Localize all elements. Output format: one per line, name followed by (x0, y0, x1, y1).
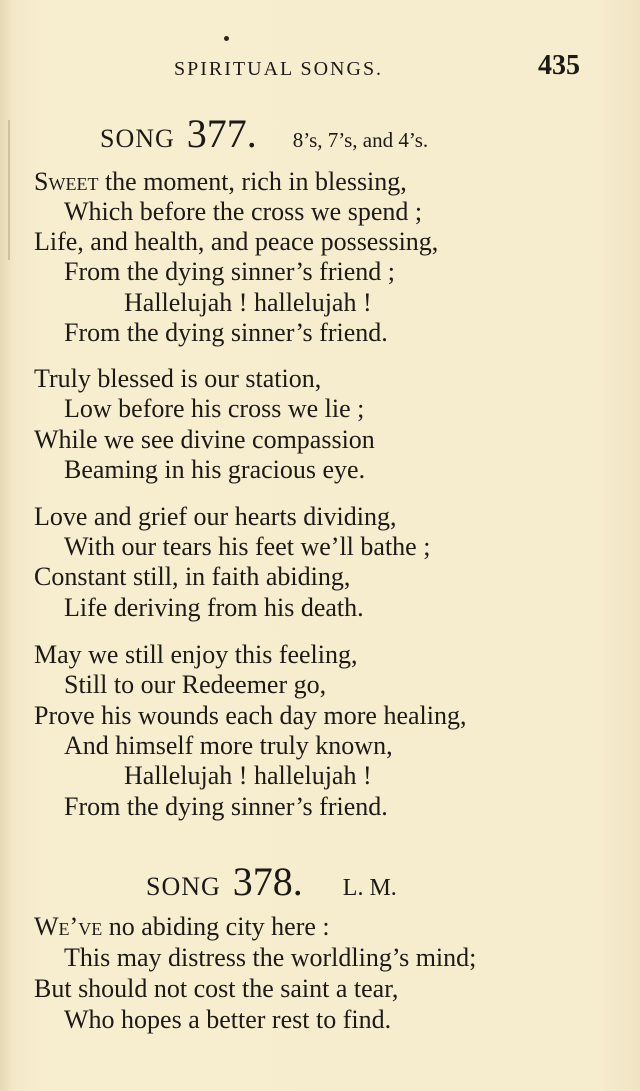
song-378-heading (146, 858, 397, 905)
verse-line: Life, and health, and peace possessing, (34, 227, 439, 256)
verse-line: From the dying sinner’s friend. (64, 318, 388, 347)
song-377-heading (100, 110, 428, 157)
song-meter: L. M. (342, 875, 397, 901)
gutter-shadow (8, 120, 10, 260)
verse-line: While we see divine compassion (34, 425, 375, 454)
verse-line: Still to our Redeemer go, (64, 670, 327, 699)
first-word: We’ve (34, 912, 103, 941)
first-word: Sweet (34, 167, 99, 196)
running-head: SPIRITUAL SONGS. (174, 58, 384, 80)
verse-line: Love and grief our hearts dividing, (34, 502, 397, 531)
verse-line: Truly blessed is our station, (34, 364, 322, 393)
verse-line: From the dying sinner’s friend ; (64, 257, 395, 286)
page-number: 435 (538, 50, 580, 81)
song-number: 377. (186, 111, 257, 156)
song-meter: 8’s, 7’s, and 4’s. (292, 128, 429, 152)
verse-line: Constant still, in faith abiding, (34, 562, 351, 591)
song-label: SONG (100, 124, 175, 153)
verse-line (34, 167, 407, 197)
verse-line: Life deriving from his death. (64, 593, 364, 622)
verse-line: Beaming in his gracious eye. (64, 455, 366, 484)
verse-line: With our tears his feet we’ll bathe ; (64, 532, 431, 561)
verse-line: Hallelujah ! hallelujah ! (124, 288, 372, 317)
verse-line: But should not cost the saint a tear, (34, 974, 399, 1003)
song-number: 378. (232, 859, 303, 904)
verse-line: Prove his wounds each day more healing, (34, 701, 467, 730)
verse-line: Hallelujah ! hallelujah ! (124, 761, 372, 790)
song-label: SONG (146, 872, 221, 901)
verse-line: From the dying sinner’s friend. (64, 792, 388, 821)
verse-line: Which before the cross we spend ; (64, 197, 423, 226)
verse-line: Who hopes a better rest to find. (64, 1005, 392, 1034)
verse-line: May we still enjoy this feeling, (34, 640, 358, 669)
first-line-rest: the moment, rich in blessing, (98, 167, 407, 196)
verse-line (34, 912, 330, 942)
verse-line: This may distress the worldling’s mind; (64, 943, 477, 972)
printer-dot (224, 36, 229, 41)
verse-line: And himself more truly known, (64, 731, 393, 760)
first-line-rest: no abiding city here : (102, 912, 330, 941)
verse-line: Low before his cross we lie ; (64, 394, 365, 423)
